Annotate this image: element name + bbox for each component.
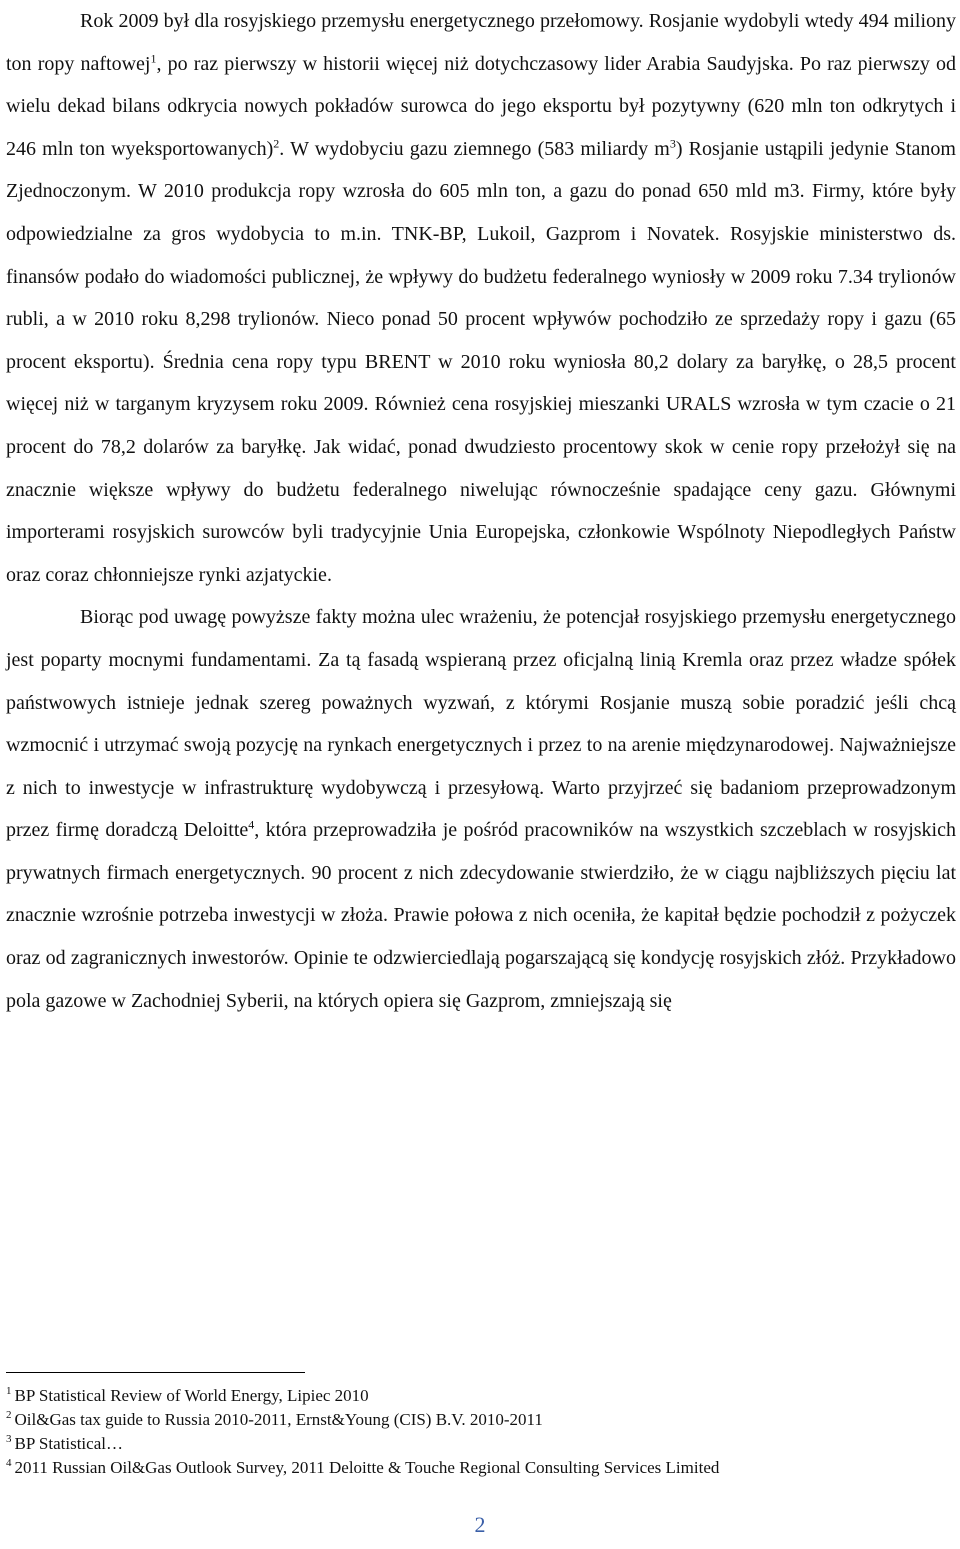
paragraph [6, 0, 956, 596]
footnote-text: Oil&Gas tax guide to Russia 2010-2011, Ernst&Young (CIS) B.V. 2010-2011 [14, 1410, 543, 1429]
footnote-text: 2011 Russian Oil&Gas Outlook Survey, 2011 Deloitte & Touche Regional Consulting Services Limited [14, 1458, 720, 1477]
footnote [6, 1384, 956, 1408]
paragraph-text: , która przeprowadziła je pośród pracowników na wszystkich szczeblach w rosyjskich prywatnych firmach energetycznych. 90 procent z nich zdecydowanie stwierdziło, że w ciągu najbliższych pięciu lat znacznie wzrośnie potrzeba inwestycji w złoża. Prawie połowa z nich oceniła, że kapitał będzie pochodził z pożyczek oraz od zagranicznych inwestorów. Opinie te odzwierciedlają pogarszającą się kondycję rosyjskich złóż. Przykładowo pola gazowe w Zachodniej Syberii, na których opiera się Gazprom, zmniejszają się [6, 819, 956, 1012]
footnote [6, 1432, 956, 1456]
footnotes [6, 1384, 956, 1480]
footnote-number: 1 [6, 1385, 12, 1398]
footnote-number: 3 [6, 1433, 12, 1446]
footnote-text: BP Statistical… [14, 1434, 123, 1453]
paragraph [6, 596, 956, 1022]
paragraph-text: , po raz pierwszy w historii więcej niż dotychczasowy lider Arabia Saudyjska. Po raz pierwszy od wielu dekad bilans odkrycia nowych pokładów surowca do jego eksportu był pozytywny (620 mln ton odkrytych i 246 mln ton wyeksportowanych) [6, 52, 956, 160]
footnote-reference[interactable]: 3 [669, 136, 676, 151]
footnote-reference[interactable]: 4 [248, 817, 255, 832]
body-text [6, 0, 956, 1022]
footnote-reference[interactable]: 2 [273, 136, 280, 151]
footnote [6, 1456, 956, 1480]
page-number: 2 [474, 1512, 486, 1537]
paragraph-text: ) Rosjanie ustąpili jedynie Stanom Zjednoczonym. W 2010 produkcja ropy wzrosła do 605 mln ton, a gazu do ponad 650 mld m3. Firmy, które były odpowiedzialne za gros wydobycia to m.in. TNK-BP, Lukoil, Gazprom i Novatek. Rosyjskie ministerstwo ds. finansów podało do wiadomości publicznej, że wpływy do budżetu federalnego wyniosły w 2009 roku 7.34 trylionów rubli, a w 2010 roku 8,298 trylionów. Nieco ponad 50 procent wpływów pochodziło ze sprzedaży ropy i gazu (65 procent eksportu). Średnia cena ropy typu BRENT w 2010 roku wyniosła 80,2 dolary za baryłkę, o 28,5 procent więcej niż w targanym kryzysem roku 2009. Również cena rosyjskiej mieszanki URALS wzrosła w tym czacie o 21 procent do 78,2 dolarów za baryłkę. Jak widać, ponad dwudziesto procentowy skok w cenie ropy przełożył się na znacznie większe wpływy do budżetu federalnego niwelując równocześnie spadające ceny gazu. Głównymi importerami rosyjskich surowców byli tradycyjnie Unia Europejska, członkowie Wspólnoty Niepodległych Państw oraz coraz chłonniejsze rynki azjatyckie. [6, 137, 956, 586]
paragraph-text: Biorąc pod uwagę powyższe fakty można ulec wrażeniu, że potencjał rosyjskiego przemysłu energetycznego jest poparty mocnymi fundamentami. Za tą fasadą wspieraną przez oficjalną linią Kremla oraz przez władze spółek państwowych istnieje jednak szereg poważnych wyzwań, z którymi Rosjanie muszą sobie poradzić jeśli chcą wzmocnić i utrzymać swoją pozycję na rynkach energetycznych i przez to na arenie międzynarodowej. Najważniejsze z nich to inwestycje w infrastrukturę wydobywczą i przesyłową. Warto przyjrzeć się badaniom przeprowadzonym przez firmę doradczą Deloitte [6, 606, 956, 842]
footnote-number: 4 [6, 1457, 12, 1470]
footnote-separator [6, 1372, 305, 1373]
footnote-text: BP Statistical Review of World Energy, Lipiec 2010 [14, 1386, 369, 1405]
footnote-number: 2 [6, 1409, 12, 1422]
footnote [6, 1408, 956, 1432]
paragraph-text: . W wydobyciu gazu ziemnego (583 miliardy m [279, 137, 670, 160]
paragraph-text: Rok 2009 był dla rosyjskiego przemysłu energetycznego przełomowy. Rosjanie wydobyli wtedy 494 miliony ton ropy naftowej [6, 10, 956, 75]
footnote-reference[interactable]: 1 [150, 50, 157, 65]
